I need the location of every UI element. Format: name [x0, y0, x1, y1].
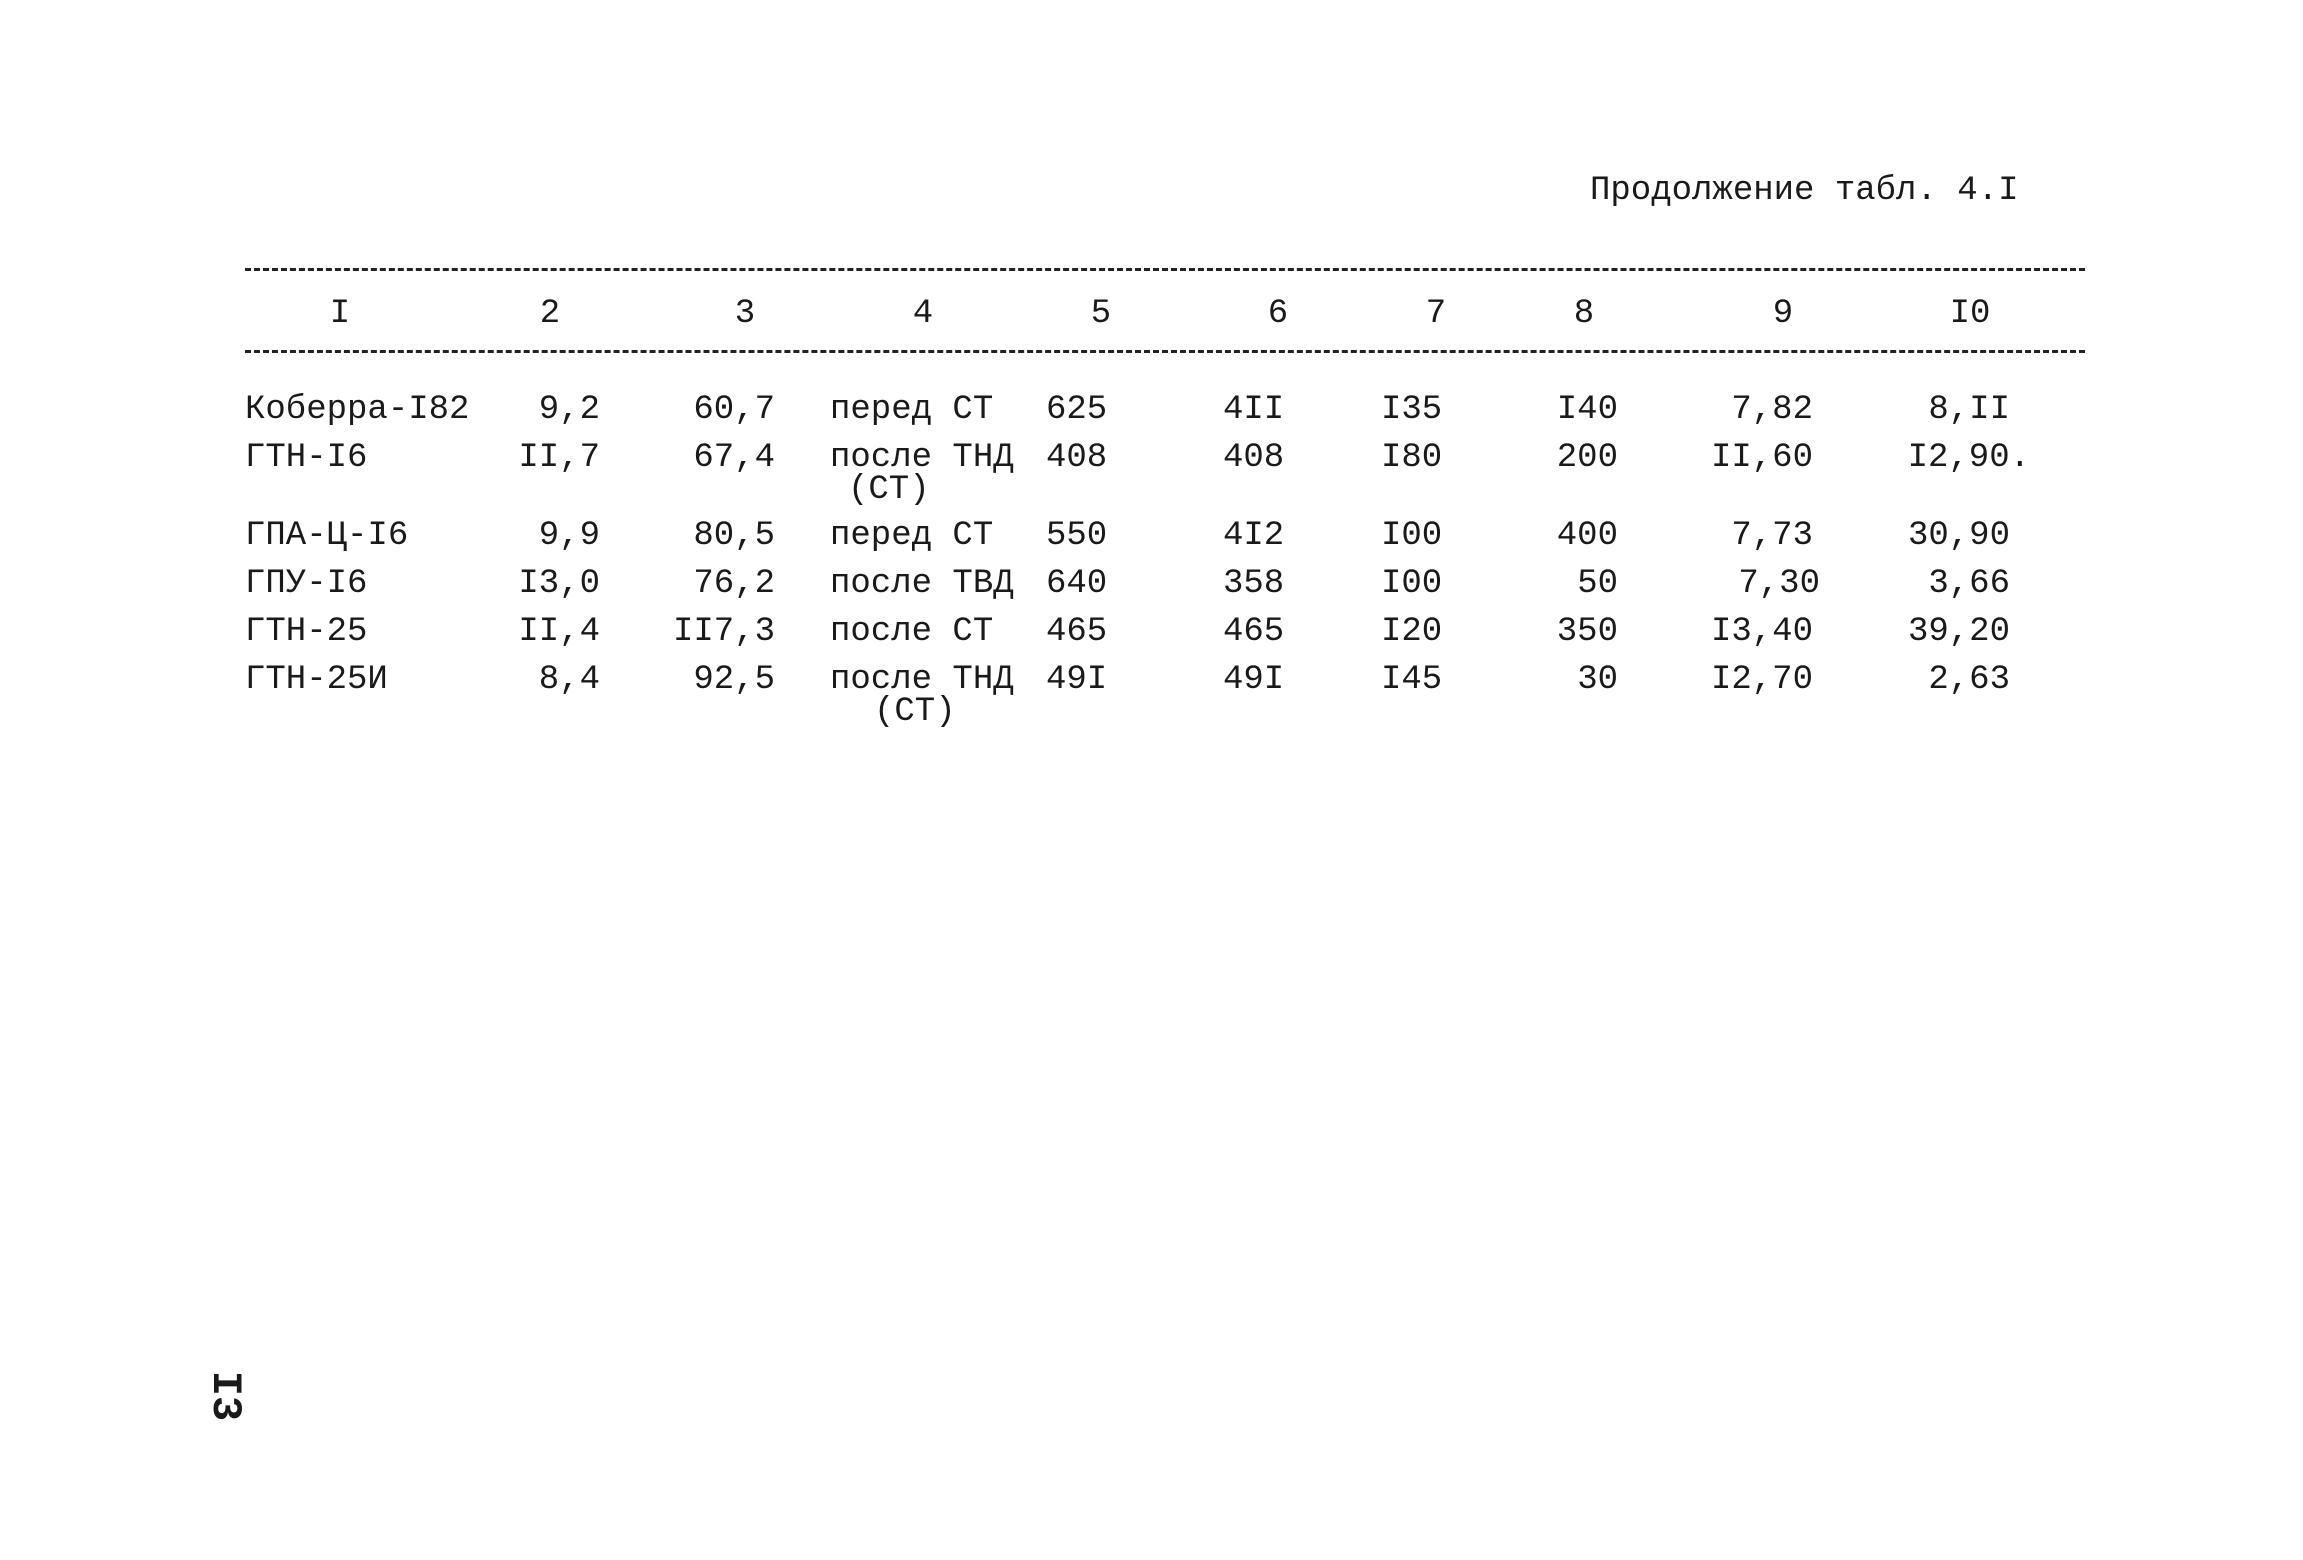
cell-c3: 76,2 [693, 565, 775, 603]
cell-c4-sub: (СТ) [874, 693, 956, 731]
cell-c10: I2,90. [1907, 439, 2030, 477]
cell-c7: I80 [1381, 439, 1443, 477]
cell-unit: ГТН-25 [245, 613, 368, 651]
cell-unit: ГПА-Ц-I6 [245, 517, 409, 555]
header-cell-2: 2 [539, 295, 561, 333]
header-cell-6: 6 [1267, 295, 1289, 333]
cell-c4: после ТВД [830, 565, 1014, 603]
cell-c10: 3,66 [1928, 565, 2010, 603]
cell-c8: 200 [1556, 439, 1618, 477]
header-cell-7: 7 [1425, 295, 1447, 333]
table-caption: Продолжение табл. 4.I [1590, 172, 2019, 210]
cell-c10: 39,20 [1907, 613, 2010, 651]
cell-c3: 80,5 [693, 517, 775, 555]
header-cell-5: 5 [1090, 295, 1112, 333]
cell-c5: 49I [1046, 661, 1108, 699]
cell-c8: 50 [1577, 565, 1618, 603]
cell-c5: 640 [1046, 565, 1108, 603]
top-rule [245, 268, 2085, 271]
header-cell-1: I [329, 295, 351, 333]
cell-c5: 625 [1046, 391, 1108, 429]
cell-c8: 30 [1577, 661, 1618, 699]
header-cell-8: 8 [1573, 295, 1595, 333]
cell-c4: после ТНД [830, 661, 1014, 699]
cell-unit: Коберра-I82 [245, 391, 470, 429]
cell-c4: после ТНД [830, 439, 1014, 477]
cell-c10: 30,90 [1907, 517, 2010, 555]
cell-c7: I45 [1381, 661, 1443, 699]
cell-c10: 8,II [1928, 391, 2010, 429]
cell-c7: I35 [1381, 391, 1443, 429]
cell-c6: 465 [1223, 613, 1285, 651]
cell-c3: II7,3 [672, 613, 775, 651]
cell-c2: II,7 [518, 439, 600, 477]
cell-c9: I3,40 [1710, 613, 1813, 651]
cell-c5: 465 [1046, 613, 1108, 651]
cell-c9: II,60 [1710, 439, 1813, 477]
cell-c6: 4I2 [1223, 517, 1285, 555]
cell-c9: I2,70 [1710, 661, 1813, 699]
header-cell-3: 3 [734, 295, 756, 333]
cell-c6: 358 [1223, 565, 1285, 603]
cell-c4: после СТ [830, 613, 994, 651]
cell-c6: 49I [1223, 661, 1285, 699]
cell-c10: 2,63 [1928, 661, 2010, 699]
cell-c9: 7,73 [1731, 517, 1813, 555]
header-cell-4: 4 [912, 295, 934, 333]
cell-c9: 7,82 [1731, 391, 1813, 429]
cell-c6: 408 [1223, 439, 1285, 477]
cell-c3: 92,5 [693, 661, 775, 699]
cell-c7: I00 [1381, 565, 1443, 603]
cell-c7: I00 [1381, 517, 1443, 555]
mid-rule [245, 350, 2085, 353]
cell-c2: 9,2 [538, 391, 600, 429]
cell-c7: I20 [1381, 613, 1443, 651]
cell-c3: 60,7 [693, 391, 775, 429]
cell-c5: 550 [1046, 517, 1108, 555]
cell-unit: ГПУ-I6 [245, 565, 368, 603]
cell-c2: 9,9 [538, 517, 600, 555]
page-number: I3 [201, 1370, 250, 1422]
cell-unit: ГТН-25И [245, 661, 388, 699]
cell-c2: II,4 [518, 613, 600, 651]
cell-c4: перед СТ [830, 517, 994, 555]
cell-c2: 8,4 [538, 661, 600, 699]
cell-c4-sub: (СТ) [848, 471, 930, 509]
header-cell-10: I0 [1949, 295, 1991, 333]
cell-c4: перед СТ [830, 391, 994, 429]
cell-c3: 67,4 [693, 439, 775, 477]
cell-c2: I3,0 [518, 565, 600, 603]
cell-c8: I40 [1556, 391, 1618, 429]
cell-unit: ГТН-I6 [245, 439, 368, 477]
cell-c5: 408 [1046, 439, 1108, 477]
cell-c9: 7,30 [1738, 565, 1820, 603]
cell-c8: 400 [1556, 517, 1618, 555]
header-cell-9: 9 [1772, 295, 1794, 333]
cell-c8: 350 [1556, 613, 1618, 651]
cell-c6: 4II [1223, 391, 1285, 429]
